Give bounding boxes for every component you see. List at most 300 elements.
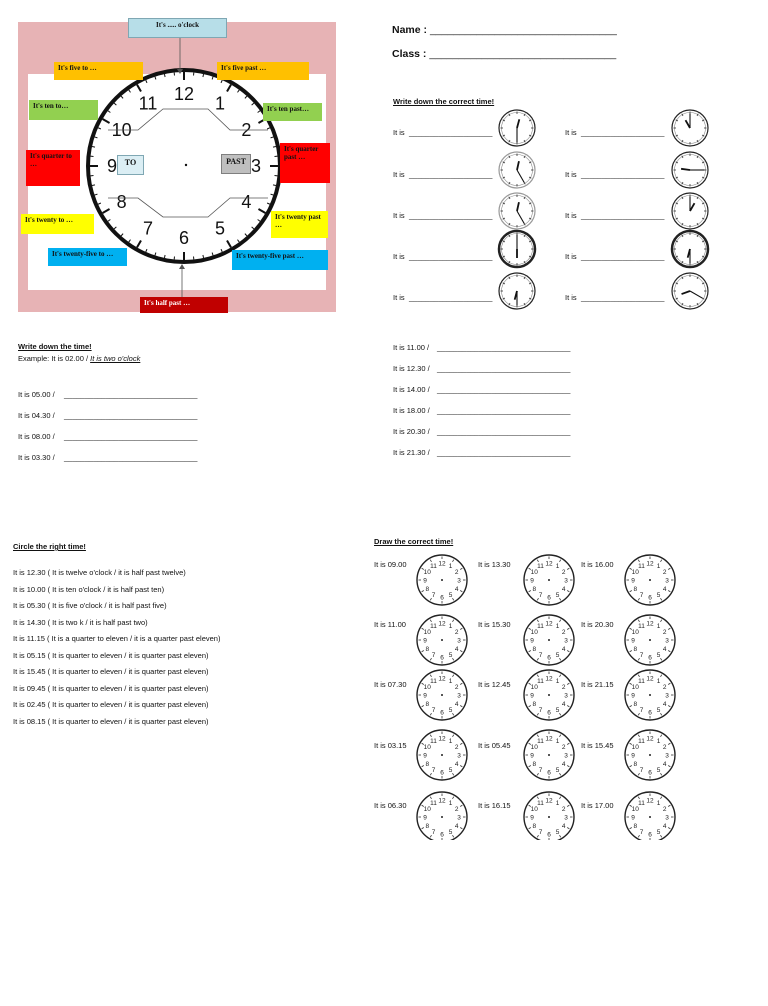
clock-number: 8 xyxy=(425,761,430,768)
clock-number: 5 xyxy=(448,592,453,600)
clock-number: 11 xyxy=(430,737,437,745)
clock-number: 1 xyxy=(555,622,560,630)
clock-number: 3 xyxy=(564,752,568,760)
clock-number: 7 xyxy=(538,592,543,600)
clock-number: 12 xyxy=(438,560,446,568)
clock-number: 4 xyxy=(454,646,459,653)
clock-number: 5 xyxy=(555,592,560,600)
clock-number: 8 xyxy=(532,761,537,768)
clock-number: 8 xyxy=(633,761,638,768)
clock-number: 1 xyxy=(555,799,560,807)
clock-number: 1 xyxy=(555,677,560,685)
clock-number: 8 xyxy=(116,192,127,212)
clock-number: 4 xyxy=(662,761,667,768)
analog-clock xyxy=(499,193,535,229)
clock-number: 2 xyxy=(662,569,667,576)
clock-number: 8 xyxy=(633,586,638,593)
label-oclock: It's ..... o'clock xyxy=(128,18,227,38)
clock-number: 7 xyxy=(431,767,436,775)
clock-number: 9 xyxy=(530,577,534,585)
analog-clock xyxy=(499,273,535,309)
correct-time-row-left: It is xyxy=(393,128,405,137)
clock-number: 12 xyxy=(545,735,553,743)
clock-number: 9 xyxy=(423,814,427,822)
clock-number: 10 xyxy=(631,806,639,813)
answer-blank[interactable]: ________________________________ xyxy=(437,448,571,457)
clock-number: 6 xyxy=(547,831,551,839)
clock-number: 7 xyxy=(538,652,543,660)
clock-number: 11 xyxy=(638,737,645,745)
clock-number: 1 xyxy=(448,562,453,570)
clock-number: 6 xyxy=(440,831,444,839)
write-time-item: It is 21.30 / xyxy=(393,448,430,457)
name-label: Name : xyxy=(392,24,428,36)
clock-number: 2 xyxy=(561,684,566,691)
clock-number: 9 xyxy=(631,692,635,700)
analog-clock xyxy=(672,152,708,188)
clock-number: 6 xyxy=(440,594,444,602)
circle-title: Circle the right time! xyxy=(13,542,86,551)
label-half-past: It's half past … xyxy=(140,297,228,313)
clock-number: 10 xyxy=(423,629,431,636)
clock-number: 11 xyxy=(430,562,437,570)
circle-item[interactable]: It is 09.45 ( It is quarter to eleven / it is quarter past eleven) xyxy=(13,683,209,693)
clock-number: 9 xyxy=(631,577,635,585)
clock-number: 6 xyxy=(178,228,190,248)
draw-time-label: It is 21.15 xyxy=(581,680,614,689)
circle-item[interactable]: It is 10.00 ( It is ten o'clock / it is half past ten) xyxy=(13,584,165,594)
write-time-item: It is 20.30 / xyxy=(393,427,430,436)
correct-time-row-right: It is xyxy=(565,170,577,179)
clock-number: 3 xyxy=(665,752,669,760)
clock-number: 12 xyxy=(438,735,446,743)
answer-blank[interactable]: ________________________________ xyxy=(437,406,571,415)
clock-number: 3 xyxy=(457,814,461,822)
clock-number: 8 xyxy=(633,646,638,653)
analog-clock xyxy=(524,555,574,605)
clock-number: 12 xyxy=(173,84,195,104)
clock-number: 11 xyxy=(430,799,437,807)
clock-number: 9 xyxy=(530,752,534,760)
answer-blank[interactable]: ________________________________ xyxy=(64,453,198,462)
clock-number: 9 xyxy=(423,577,427,585)
clock-number: 10 xyxy=(530,744,538,751)
clock-number: 5 xyxy=(555,652,560,660)
draw-time-label: It is 17.00 xyxy=(581,801,614,810)
clock-number: 5 xyxy=(448,767,453,775)
clock-number: 7 xyxy=(639,592,644,600)
clock-number: 6 xyxy=(648,594,652,602)
clock-number: 4 xyxy=(561,701,566,708)
clock-number: 6 xyxy=(547,709,551,717)
clock-number: 10 xyxy=(530,569,538,576)
clock-number: 4 xyxy=(662,586,667,593)
clock-number: 12 xyxy=(438,797,446,805)
clock-number: 3 xyxy=(457,692,461,700)
clock-number: 7 xyxy=(639,829,644,837)
clock-number: 1 xyxy=(555,562,560,570)
clock-number: 12 xyxy=(646,797,654,805)
clock-number: 5 xyxy=(555,829,560,837)
clock-number: 11 xyxy=(638,799,645,807)
clock-number: 6 xyxy=(547,654,551,662)
analog-clock xyxy=(499,231,535,267)
analog-clock xyxy=(625,792,675,840)
clock-number: 6 xyxy=(547,769,551,777)
draw-time-label: It is 03.15 xyxy=(374,741,407,750)
answer-blank[interactable]: ____________________ xyxy=(409,170,493,179)
label-twentyfive-past: It's twenty-five past … xyxy=(232,250,328,270)
write-time-item: It is 11.00 / xyxy=(393,343,430,352)
write-time-item: It is 03.30 / xyxy=(18,453,55,462)
clock-number: 2 xyxy=(662,684,667,691)
clock-number: 11 xyxy=(537,799,544,807)
clock-number: 12 xyxy=(646,675,654,683)
label-twenty-past: It's twenty past … xyxy=(271,211,328,238)
circle-item[interactable]: It is 05.30 ( It is five o'clock / it is half past five) xyxy=(13,601,167,610)
clock-number: 5 xyxy=(448,652,453,660)
clock-number: 12 xyxy=(545,620,553,628)
label-to: TO xyxy=(117,155,144,175)
clock-number: 3 xyxy=(564,577,568,585)
clock-number: 1 xyxy=(448,737,453,745)
clock-number: 7 xyxy=(538,829,543,837)
clock-number: 3 xyxy=(665,637,669,645)
clock-number: 1 xyxy=(656,622,661,630)
analog-clock xyxy=(672,273,708,309)
clock-number: 2 xyxy=(662,806,667,813)
draw-time-label: It is 16.00 xyxy=(581,560,614,569)
clock-number: 8 xyxy=(425,646,430,653)
clock-number: 7 xyxy=(142,218,154,239)
clock-number: 5 xyxy=(448,707,453,715)
clock-number: 4 xyxy=(561,823,566,830)
analog-clock xyxy=(524,730,574,780)
circle-item[interactable]: It is 02.45 ( It is quarter to eleven / it is quarter past eleven) xyxy=(13,700,209,709)
clock-number: 2 xyxy=(662,629,667,636)
clock-number: 11 xyxy=(638,622,645,630)
clock-number: 10 xyxy=(530,629,538,636)
clock-number: 3 xyxy=(665,692,669,700)
draw-time-label: It is 11.00 xyxy=(374,620,406,629)
clock-number: 7 xyxy=(538,767,543,775)
write-time-title: Write down the time! xyxy=(18,342,92,351)
clock-number: 12 xyxy=(545,797,553,805)
clock-number: 10 xyxy=(423,744,431,751)
clock-number: 1 xyxy=(656,677,661,685)
clock-number: 5 xyxy=(656,707,661,715)
clock-number: 12 xyxy=(646,735,654,743)
clock-number: 10 xyxy=(530,806,538,813)
clock-number: 9 xyxy=(530,637,534,645)
label-quarter-past: It's quarter past … xyxy=(280,143,330,183)
clock-number: 12 xyxy=(646,560,654,568)
draw-time-label: It is 13.30 xyxy=(478,560,511,569)
answer-blank[interactable]: ____________________ xyxy=(581,170,665,179)
draw-time-label: It is 15.45 xyxy=(581,741,614,750)
analog-clock xyxy=(499,152,535,188)
clock-number: 12 xyxy=(545,560,553,568)
small-clocks xyxy=(0,0,768,330)
clock-number: 4 xyxy=(454,586,459,593)
clock-number: 7 xyxy=(431,652,436,660)
answer-blank[interactable]: ____________________ xyxy=(409,252,493,261)
clock-number: 5 xyxy=(656,652,661,660)
clock-number: 9 xyxy=(631,814,635,822)
clock-number: 7 xyxy=(639,707,644,715)
correct-time-title: Write down the correct time! xyxy=(393,97,495,106)
clock-number: 2 xyxy=(561,629,566,636)
clock-number: 3 xyxy=(457,577,461,585)
clock-number: 4 xyxy=(662,823,667,830)
clock-number: 11 xyxy=(537,622,544,630)
analog-clock xyxy=(672,193,708,229)
write-time-item: It is 08.00 / xyxy=(18,432,55,441)
analog-clock xyxy=(625,615,675,665)
class-field[interactable]: ________________________________ xyxy=(429,48,617,60)
label-twenty-to: It's twenty to … xyxy=(21,214,94,234)
example-answer: It is two o'clock xyxy=(90,354,141,363)
answer-blank[interactable]: ________________________________ xyxy=(437,343,571,352)
example-prefix: Example: It is 02.00 / xyxy=(18,354,91,363)
clock-number: 4 xyxy=(662,646,667,653)
clock-number: 8 xyxy=(532,646,537,653)
correct-time-row-right: It is xyxy=(565,293,577,302)
circle-item[interactable]: It is 11.15 ( It is a quarter to eleven / it is a quarter past eleven) xyxy=(13,634,221,643)
answer-blank[interactable]: ________________________________ xyxy=(437,385,571,394)
analog-clock xyxy=(672,231,708,267)
circle-item[interactable]: It is 14.30 ( It is two k / it is half past two) xyxy=(13,617,148,627)
clock-number: 4 xyxy=(454,701,459,708)
answer-blank[interactable]: ________________________________ xyxy=(437,427,571,436)
clock-number: 6 xyxy=(648,769,652,777)
clock-number: 5 xyxy=(656,829,661,837)
clock-number: 11 xyxy=(138,93,158,114)
label-five-past: It's five past … xyxy=(217,62,309,80)
name-field[interactable]: ________________________________ xyxy=(429,24,617,36)
clock-number: 2 xyxy=(561,806,566,813)
draw-time-label: It is 20.30 xyxy=(581,620,614,629)
clock-number: 6 xyxy=(648,831,652,839)
clock-number: 10 xyxy=(631,744,639,751)
clock-number: 3 xyxy=(564,814,568,822)
answer-blank[interactable]: ____________________ xyxy=(409,128,493,137)
clock-number: 3 xyxy=(457,752,461,760)
answer-blank[interactable]: ____________________ xyxy=(581,293,665,302)
correct-time-row-right: It is xyxy=(565,128,577,137)
label-past: PAST xyxy=(221,154,251,174)
clock-number: 2 xyxy=(454,629,459,636)
analog-clock xyxy=(524,615,574,665)
analog-clock xyxy=(417,670,467,720)
write-time-example xyxy=(18,354,140,363)
draw-time-label: It is 09.00 xyxy=(374,560,407,569)
clock-number: 7 xyxy=(538,707,543,715)
clock-number: 7 xyxy=(639,652,644,660)
label-ten-past: It's ten past… xyxy=(263,103,322,121)
clock-number: 2 xyxy=(454,744,459,751)
clock-number: 4 xyxy=(454,823,459,830)
clock-number: 1 xyxy=(555,737,560,745)
clock-number: 7 xyxy=(431,592,436,600)
clock-number: 4 xyxy=(241,192,252,212)
clock-number: 4 xyxy=(662,701,667,708)
clock-number: 12 xyxy=(545,675,553,683)
analog-clock xyxy=(625,670,675,720)
circle-item[interactable]: It is 08.15 ( It is quarter to eleven / it is quarter past eleven) xyxy=(13,716,209,726)
write-time-item: It is 05.00 / xyxy=(18,390,55,399)
clock-number: 3 xyxy=(564,692,568,700)
draw-time-label: It is 05.45 xyxy=(478,741,511,750)
answer-blank[interactable]: ____________________ xyxy=(409,293,493,302)
clock-number: 10 xyxy=(530,684,538,691)
correct-time-row-right: It is xyxy=(565,211,577,220)
clock-number: 12 xyxy=(438,675,446,683)
label-ten-to: It's ten to… xyxy=(29,100,98,120)
clock-number: 10 xyxy=(631,684,639,691)
write-time-item: It is 18.00 / xyxy=(393,406,430,415)
analog-clock xyxy=(524,792,574,840)
clock-number: 11 xyxy=(638,677,645,685)
answer-blank[interactable]: ________________________________ xyxy=(64,390,198,399)
clock-number: 11 xyxy=(430,677,437,685)
clock-number: 4 xyxy=(454,761,459,768)
clock-number: 2 xyxy=(454,806,459,813)
answer-blank[interactable]: ____________________ xyxy=(581,128,665,137)
draw-time-label: It is 07.30 xyxy=(374,680,407,689)
clock-number: 8 xyxy=(425,701,430,708)
correct-time-row-left: It is xyxy=(393,252,405,261)
circle-item[interactable]: It is 05.15 ( It is quarter to eleven / it is quarter past eleven) xyxy=(13,650,209,660)
clock-number: 5 xyxy=(656,592,661,600)
clock-number: 1 xyxy=(448,799,453,807)
clock-number: 9 xyxy=(631,637,635,645)
clock-number: 2 xyxy=(241,120,252,140)
clock-number: 8 xyxy=(532,586,537,593)
clock-number: 9 xyxy=(106,156,118,176)
clock-number: 5 xyxy=(214,218,226,239)
answer-blank[interactable]: ____________________ xyxy=(581,211,665,220)
draw-time-label: It is 15.30 xyxy=(478,620,511,629)
clock-number: 6 xyxy=(440,709,444,717)
correct-time-row-right: It is xyxy=(565,252,577,261)
clock-number: 1 xyxy=(448,622,453,630)
analog-clock xyxy=(499,110,535,146)
clock-number: 9 xyxy=(530,692,534,700)
clock-number: 2 xyxy=(561,569,566,576)
clock-number: 8 xyxy=(532,701,537,708)
analog-clock xyxy=(625,730,675,780)
answer-blank[interactable]: ____________________ xyxy=(409,211,493,220)
clock-number: 9 xyxy=(530,814,534,822)
answer-blank[interactable]: ________________________________ xyxy=(64,432,198,441)
clock-number: 9 xyxy=(423,752,427,760)
clock-number: 7 xyxy=(431,829,436,837)
clock-number: 8 xyxy=(425,586,430,593)
clock-number: 4 xyxy=(561,586,566,593)
clock-number: 5 xyxy=(656,767,661,775)
clock-number: 11 xyxy=(537,562,544,570)
analog-clock xyxy=(417,792,467,840)
clock-number: 3 xyxy=(457,637,461,645)
clock-number: 12 xyxy=(646,620,654,628)
clock-number: 4 xyxy=(561,646,566,653)
draw-time-label: It is 06.30 xyxy=(374,801,407,810)
clock-number: 6 xyxy=(547,594,551,602)
answer-blank[interactable]: ________________________________ xyxy=(64,411,198,420)
clock-number: 8 xyxy=(532,823,537,830)
write-time-item: It is 12.30 / xyxy=(393,364,430,373)
circle-item[interactable]: It is 15.45 ( It is quarter to eleven / it is quarter past eleven) xyxy=(13,667,209,676)
clock-number: 4 xyxy=(561,761,566,768)
hour-hand xyxy=(681,169,690,170)
correct-time-row-left: It is xyxy=(393,211,405,220)
analog-clock xyxy=(625,555,675,605)
clock-number: 5 xyxy=(555,767,560,775)
clock-number: 1 xyxy=(656,737,661,745)
analog-clock xyxy=(417,555,467,605)
clock-number: 10 xyxy=(423,806,431,813)
label-twentyfive-to: It's twenty-five to … xyxy=(48,248,127,266)
clock-number: 7 xyxy=(431,707,436,715)
clock-number: 3 xyxy=(665,814,669,822)
clock-number: 1 xyxy=(448,677,453,685)
clock-number: 10 xyxy=(111,120,132,140)
analog-clock xyxy=(524,670,574,720)
class-label: Class : xyxy=(392,48,427,60)
label-quarter-to: It's quarter to … xyxy=(26,150,80,186)
clock-number: 6 xyxy=(648,709,652,717)
clock-number: 2 xyxy=(662,744,667,751)
write-time-item: It is 14.00 / xyxy=(393,385,430,394)
analog-clock xyxy=(672,110,708,146)
clock-number: 11 xyxy=(537,737,544,745)
clock-number: 2 xyxy=(561,744,566,751)
answer-blank[interactable]: ________________________________ xyxy=(437,364,571,373)
answer-blank[interactable]: ____________________ xyxy=(581,252,665,261)
clock-number: 7 xyxy=(639,767,644,775)
clock-number: 1 xyxy=(656,799,661,807)
clock-number: 10 xyxy=(631,569,639,576)
clock-number: 5 xyxy=(448,829,453,837)
draw-title: Draw the correct time! xyxy=(374,537,454,546)
write-time-item: It is 04.30 / xyxy=(18,411,55,420)
clock-number: 6 xyxy=(648,654,652,662)
analog-clock xyxy=(417,730,467,780)
correct-time-row-left: It is xyxy=(393,293,405,302)
analog-clock xyxy=(417,615,467,665)
label-five-to: It's five to … xyxy=(54,62,143,80)
correct-time-row-left: It is xyxy=(393,170,405,179)
clock-number: 3 xyxy=(250,156,262,176)
draw-time-label: It is 12.45 xyxy=(478,680,511,689)
clock-number: 1 xyxy=(214,93,226,114)
clock-number: 8 xyxy=(633,823,638,830)
circle-item[interactable]: It is 12.30 ( It is twelve o'clock / it is half past twelve) xyxy=(13,568,186,577)
clock-number: 9 xyxy=(631,752,635,760)
clock-number: 8 xyxy=(633,701,638,708)
clock-number: 10 xyxy=(423,684,431,691)
clock-number: 3 xyxy=(665,577,669,585)
clock-number: 3 xyxy=(564,637,568,645)
clock-number: 9 xyxy=(423,692,427,700)
clock-number: 11 xyxy=(430,622,437,630)
clock-number: 12 xyxy=(438,620,446,628)
clock-number: 11 xyxy=(537,677,544,685)
draw-clocks xyxy=(0,540,768,840)
draw-time-label: It is 16.15 xyxy=(478,801,511,810)
clock-number: 10 xyxy=(423,569,431,576)
